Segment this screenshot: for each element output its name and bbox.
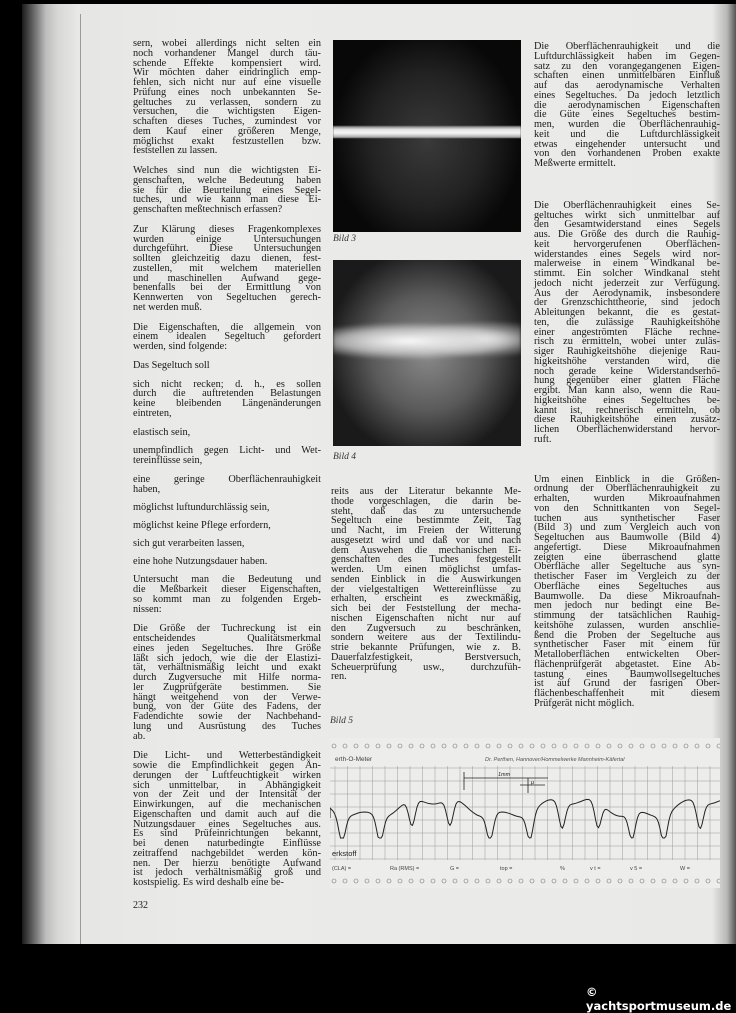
text-line: entscheidendes Qualitätsmerkmal xyxy=(133,633,321,644)
copyright-watermark: © yachtsportmuseum.de xyxy=(586,985,732,1013)
text-line: etwas eingehender untersucht und xyxy=(534,138,720,150)
fibrous-edge-band xyxy=(333,322,521,360)
text-line: genschaften meßtechnisch erfassen? xyxy=(133,204,283,215)
text-line: ausgesetzt wird und daß vor und nach xyxy=(331,534,521,546)
text-line: Welches sind nun die wichtigsten Ei- xyxy=(133,165,321,176)
text-line: noch gerade keine Widerstandserhö- xyxy=(534,365,720,377)
paragraph xyxy=(133,575,321,614)
text-line: haben, xyxy=(133,483,161,495)
text-line: genschaften des Tuches festgestellt xyxy=(331,554,521,566)
text-line: keitshöhe zulassen, wurden anschlie- xyxy=(534,619,720,631)
paragraph xyxy=(133,624,321,741)
text-line: Die Oberflächenrauhigkeit eines Se- xyxy=(534,199,720,211)
text-line: synthetischer Faser mit einem für xyxy=(534,639,720,651)
paragraph xyxy=(133,503,321,513)
text-line: genschaften, welche Bedeutung haben xyxy=(133,174,321,186)
text-line: Fadendichte sowie der Nachbehand- xyxy=(133,711,321,722)
text-line: durch Zugversuche mit Hilfe norma- xyxy=(133,672,321,683)
text-line: ren. xyxy=(331,671,347,683)
readout-field: (CLA) = xyxy=(332,866,352,872)
text-line: kostspielig. Es wird deshalb eine be- xyxy=(133,877,284,888)
text-line: benenfalls bei der Ermittlung von xyxy=(133,282,321,294)
text-line: eine geringe Oberflächenrauhigkeit xyxy=(133,473,321,485)
text-line: keit hervorgerufenen Oberflächen- xyxy=(534,238,720,250)
text-line: Eigenschaften und damit auch auf die xyxy=(133,808,321,820)
text-line: tuchen aus synthetischer Faser xyxy=(534,512,720,524)
text-line: den Zugversuch zu beschränken, xyxy=(331,622,521,634)
chart-title-left: erth-O-Meter xyxy=(335,756,373,763)
text-line: Prüfung eines noch unbekannten Se- xyxy=(133,86,321,98)
text-line: higkeitshöhe verstanden wird, die xyxy=(534,355,720,367)
text-line: Einwirkungen, auf die mechanischen xyxy=(133,799,321,810)
paragraph xyxy=(133,39,321,156)
text-line: eintreten, xyxy=(133,407,172,419)
text-line: dem Kauf einer größeren Menge, xyxy=(133,125,321,137)
figure-bild-5-caption: Bild 5 xyxy=(330,716,353,726)
readout-field: G = xyxy=(450,866,460,872)
text-line: geltuches zu verlassen, sondern zu xyxy=(133,96,321,108)
text-line: Nutzungsdauer eines Segeltuches aus. xyxy=(133,818,321,830)
paragraph xyxy=(534,42,720,169)
text-line: Segeltuch eine bestimmte Zeit, Tag xyxy=(331,515,521,527)
text-line: stimmung der tatsächlichen Rauhig- xyxy=(534,610,720,621)
text-line: tät, verhältnismäßig leicht und exakt xyxy=(133,662,321,674)
text-line: der Grenzschichttheorie, sind jedoch xyxy=(534,297,720,309)
text-line: keit und die Luftdurchlässigkeit xyxy=(534,128,720,140)
text-line: sich unmittelbar, in Abhängigkeit xyxy=(133,779,321,791)
text-line: elastisch sein, xyxy=(133,426,191,438)
text-line: tereinflüsse sein, xyxy=(133,455,203,466)
text-line: hängt weitgehend von der Verwe- xyxy=(133,691,321,703)
text-line: Oberfläche aller Segeltuche aus syn- xyxy=(534,561,720,573)
text-line: von der Zeit und der Intensität der xyxy=(133,789,321,801)
text-line: thode vorgeschlagen, die darin be- xyxy=(331,495,521,507)
readout-field: % xyxy=(560,866,565,872)
text-column-right xyxy=(534,42,720,717)
text-line: lung und Ausrüstung des Tuches xyxy=(133,720,321,732)
text-line: ten, die zulässige Rauhigkeitshöhe xyxy=(534,316,720,328)
text-line: erhalten, wurden Mikroaufnahmen xyxy=(534,493,720,504)
text-line: sich nicht recken; d. h., es sollen xyxy=(133,378,321,390)
text-line: einem idealen Segeltuch gefordert xyxy=(133,331,321,343)
text-line: durchgeführt. Diese Untersuchungen xyxy=(133,243,321,255)
text-line: Es sind Prüfeinrichtungen bekannt, xyxy=(133,828,321,840)
text-line: ordnung der Oberflächenrauhigkeit zu xyxy=(534,483,720,495)
text-line: angefertigt. Diese Mikroaufnahmen xyxy=(534,541,720,553)
text-line: flächenprüfgerät abgetastet. Eine Ab- xyxy=(534,658,720,670)
text-line: eines jeden Segeltuches. Ihre Größe xyxy=(133,642,321,654)
paragraph xyxy=(133,428,321,438)
text-line: sowie die Empfindlichkeit gegen Än- xyxy=(133,760,321,771)
text-line: Segeltuchen aus Baumwolle (Bild 4) xyxy=(534,532,720,543)
paragraph xyxy=(133,446,321,466)
text-line: sern, wobei allerdings nicht selten ein xyxy=(133,38,321,49)
paragraph xyxy=(534,475,720,709)
text-line: den Gesamtwiderstand eines Segels xyxy=(534,219,720,231)
text-line: möglichst exakt festzustellen bzw. xyxy=(133,135,321,147)
text-line: unempfindlich gegen Licht- und Wet- xyxy=(133,445,321,457)
text-line: zeigten eine überraschend glatte xyxy=(534,551,720,563)
text-line: jedoch nicht jederzeit zur Verfügung. xyxy=(534,277,720,289)
text-line: satz zu den vorangegangenen Eigen- xyxy=(534,60,720,72)
text-line: net werden muß. xyxy=(133,301,202,313)
text-line: Luftdurchlässigkeit haben im Gegen- xyxy=(534,50,720,62)
text-line: Wir möchten daher eindringlich emp- xyxy=(133,67,321,79)
text-line: hung gegenüber einer glatten Fläche xyxy=(534,375,720,387)
text-line: tastung eines Baumwollsegeltuches xyxy=(534,668,720,680)
text-line: werden. Um einen möglichst umfas- xyxy=(331,564,521,575)
text-line: auf das aerodynamische Verhalten xyxy=(534,80,720,91)
text-line: Kennwerten von Segeltuchen gerech- xyxy=(133,292,321,303)
text-line: lichen Oberflächenwiderstand hervor- xyxy=(534,424,720,435)
text-line: der vielgestaltigen Wettereinflüsse zu xyxy=(331,583,521,595)
text-line: fehlen, sich nicht nur auf eine visuelle xyxy=(133,77,321,88)
text-line: geltuches wirkt sich unmittelbar auf xyxy=(534,209,720,221)
text-line: sie für die Beurteilung eines Segel- xyxy=(133,184,321,196)
text-line: steht, daß das zu untersuchende xyxy=(331,505,521,517)
paragraph xyxy=(133,225,321,313)
text-line: zeitraffend nachgebildet werden kön- xyxy=(133,847,321,859)
readout-field: v t = xyxy=(590,866,601,872)
text-line: und Nacht, im Freien der Witterung xyxy=(331,525,521,536)
text-line: ist jedoch verhältnismäßig groß und xyxy=(133,867,321,879)
figure-bild-3-caption: Bild 3 xyxy=(333,234,356,244)
text-line: eines Segeltuches. Da jedoch letztlich xyxy=(534,89,720,101)
text-line: men, wurden die Oberflächenrauhig- xyxy=(534,119,720,130)
text-column-middle xyxy=(331,487,521,691)
text-line: Oberfläche eines Segeltuches aus xyxy=(534,580,720,592)
text-line: und maschinellen Aufwand gege- xyxy=(133,272,321,284)
text-line: ab. xyxy=(133,730,146,742)
text-line: ergibt. Man kann also, wenn die Rau- xyxy=(534,385,720,396)
text-line: die aerodynamischen Eigenschaften xyxy=(534,99,720,111)
text-line: sich gut verarbeiten lassen, xyxy=(133,537,245,549)
text-line: sondern weitere aus der Textilindu- xyxy=(331,632,521,644)
chart-title-right: Dr. Perthen, Hannover/Hommelwerke Mannheim-Käfertal xyxy=(485,757,625,763)
text-line: ruft. xyxy=(534,433,552,445)
text-line: schende Effekte kompensiert wird. xyxy=(133,57,321,69)
paragraph xyxy=(133,323,321,352)
text-line: senden Einblick in die Auswirkungen xyxy=(331,573,521,585)
text-line: die Meßbarkeit dieser Eigenschaften, xyxy=(133,584,321,595)
text-line: erhalten, erscheint es zweckmäßig, xyxy=(331,593,521,605)
scale-unit: μ xyxy=(531,780,535,786)
figure-bild-4-caption: Bild 4 xyxy=(333,452,356,462)
text-line: ler Zugprüfgeräte bestimmen. Sie xyxy=(133,681,321,693)
text-line: werden, sind folgende: xyxy=(133,341,228,352)
text-line: schaften dieses Tuches, zumindest vor xyxy=(133,116,321,127)
text-line: wurden einige Untersuchungen xyxy=(133,233,321,245)
text-line: möglichst keine Pflege erfordern, xyxy=(133,520,271,531)
text-line: Um einen Einblick in die Größen- xyxy=(534,473,720,485)
text-line: reits aus der Literatur bekannte Me- xyxy=(331,486,521,497)
text-line: Ableitungen bekannt, die es gestat- xyxy=(534,307,720,318)
text-line: versuchen, die wichtigsten Eigen- xyxy=(133,106,321,118)
text-line: ist auf Grund der fasrigen Ober- xyxy=(534,678,720,690)
material-label: erkstoff xyxy=(332,849,357,858)
figure-bild-3-photo xyxy=(333,40,521,232)
text-line: Meßwerte ermittelt. xyxy=(534,158,616,169)
text-line: noch vorhandener Mangel durch täu- xyxy=(133,47,321,59)
scale-label: 1mm xyxy=(498,772,511,778)
text-line: men jedoch nur bedingt eine Be- xyxy=(534,600,720,612)
text-line: Die Eigenschaften, die allgemein von xyxy=(133,321,321,333)
text-line: thetischer Faser im Vergleich zu der xyxy=(534,571,720,582)
page-number: 232 xyxy=(133,900,148,911)
text-line: von den Schnittkanten von Segel- xyxy=(534,502,720,514)
text-line: von den vorhandenen Proben exakte xyxy=(534,148,720,160)
text-line: Metalloberflächen entwickelten Ober- xyxy=(534,649,720,660)
text-line: keine bleibenden Längenänderungen xyxy=(133,398,321,409)
paragraph xyxy=(133,539,321,549)
text-line: Zur Klärung dieses Fragenkomplexes xyxy=(133,223,321,235)
text-line: schaften einen unmittelbaren Einfluß xyxy=(534,70,720,82)
paragraph xyxy=(133,380,321,419)
text-line: Untersucht man die Bedeutung und xyxy=(133,574,321,586)
paragraph xyxy=(133,361,321,371)
paragraph xyxy=(133,521,321,531)
text-line: Die Oberflächenrauhigkeit und die xyxy=(534,41,720,52)
text-line: nissen: xyxy=(133,603,162,615)
text-line: einer angeströmten Fläche rechne- xyxy=(534,326,720,338)
figure-bild-5-roughness-chart xyxy=(330,738,720,888)
text-line: nischen Eigenschaften nicht nur auf xyxy=(331,612,521,624)
text-line: flächenbeschaffenheit mit diesem xyxy=(534,688,720,699)
text-line: Aus der Aerodynamik, insbesondere xyxy=(534,287,720,299)
text-line: ßend die Proben der Segeltuche aus xyxy=(534,629,720,641)
page-binding xyxy=(80,14,81,944)
text-line: sich bei der Feststellung der mecha- xyxy=(331,603,521,614)
text-line: feststellen zu lassen. xyxy=(133,145,218,157)
text-line: kannt ist, rechnerisch ermitteln, ob xyxy=(534,404,720,416)
text-line: malerweise in einem Windkanal be- xyxy=(534,258,720,270)
paragraph xyxy=(133,751,321,888)
text-line: durch die auftretenden Belastungen xyxy=(133,388,321,400)
text-line: bei denen naturbedingte Einflüsse xyxy=(133,838,321,849)
text-line: Das Segeltuch soll xyxy=(133,359,210,371)
text-line: Prüfgerät nicht möglich. xyxy=(534,697,635,709)
text-line: Die Licht- und Wetterbeständigkeit xyxy=(133,750,321,762)
text-line: eine hohe Nutzungsdauer haben. xyxy=(133,555,268,567)
text-line: stimmt. Ein solcher Windkanal steht xyxy=(534,268,720,279)
readout-field: top = xyxy=(500,866,513,872)
paragraph xyxy=(133,475,321,495)
paragraph xyxy=(133,166,321,215)
text-line: Baumwolle. Da diese Mikroaufnah- xyxy=(534,590,720,602)
text-line: aus. Die Größe des durch die Rauhig- xyxy=(534,229,720,240)
paragraph xyxy=(331,487,521,682)
text-line: siger Rauhigkeitshöhe diejenige Rau- xyxy=(534,346,720,357)
text-line: Dauerfalzfestigkeit, Berstversuch, xyxy=(331,651,521,663)
text-line: higkeitshöhe eines Segeltuches be- xyxy=(534,394,720,406)
paragraph xyxy=(534,201,720,445)
text-line: nen. Der hierzu benötigte Aufwand xyxy=(133,857,321,869)
fabric-edge-band xyxy=(333,126,521,138)
readout-field: v 5 = xyxy=(630,866,643,872)
text-line: diese Rauhigkeitshöhe einen zusätz- xyxy=(534,414,720,426)
text-line: bung, von der Güte des Fadens, der xyxy=(133,701,321,713)
text-line: dem Auswehen die mechanischen Ei- xyxy=(331,544,521,556)
readout-field: W = xyxy=(680,866,690,872)
text-line: derungen der Luftfeuchtigkeit wirken xyxy=(133,769,321,781)
text-line: möglichst luftundurchlässig sein, xyxy=(133,502,270,514)
text-line: zustellen, mit welchem materiellen xyxy=(133,262,321,274)
text-line: (Bild 3) und zum Vergleich auch von xyxy=(534,522,720,534)
text-line: so kommt man zu folgenden Ergeb- xyxy=(133,593,321,605)
text-line: Scheuerprüfung usw., durchzufüh- xyxy=(331,661,521,673)
text-line: läßt sich jedoch, wie die der Elastizi- xyxy=(133,652,321,664)
paragraph xyxy=(133,557,321,567)
text-line: tuches, und wie kann man diese Ei- xyxy=(133,194,321,206)
text-line: sollten gleichzeitig dazu dienen, fest- xyxy=(133,253,321,264)
figure-bild-4-photo xyxy=(333,260,521,446)
text-line: widerstandes eines Segels wird nor- xyxy=(534,248,720,260)
text-line: risch zu ermitteln, wobei unter zuläs- xyxy=(534,336,720,348)
text-column-left xyxy=(133,39,321,896)
text-line: strie bekannte Prüfungen, wie z. B. xyxy=(331,642,521,653)
text-line: die Güte eines Segeltuches bestim- xyxy=(534,109,720,121)
readout-field: Ra (RMS) = xyxy=(390,866,420,872)
text-line: Die Größe der Tuchreckung ist ein xyxy=(133,623,321,635)
